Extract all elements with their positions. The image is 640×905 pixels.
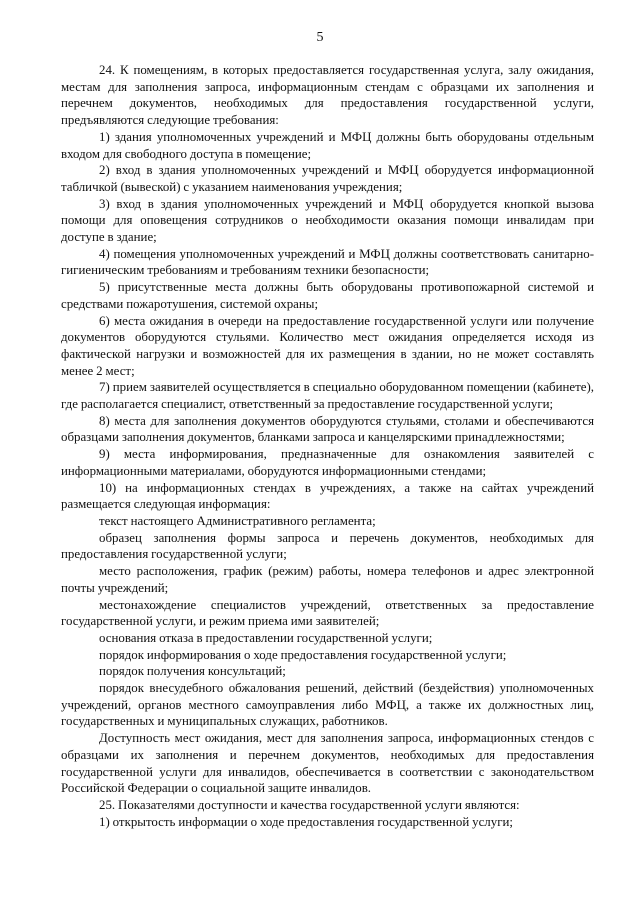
info-list-item: местонахождение специалистов учреждений, ответственных за предоставление государственной услуги, и режим приема ими заявителей; [61, 597, 594, 629]
accessibility-paragraph: Доступность мест ожидания, мест для заполнения запроса, информационных стендов с образцами их заполнения и перечнем документов, необходимых для предоставления государственной услуги для инвалидов, обеспечивается в соответствии с законодательством Российской Федерации о социальной защите инвалидов. [61, 731, 594, 796]
info-list-item: порядок информирования о ходе предоставления государственной услуги; [99, 647, 507, 662]
paragraph-item-9: 9) места информирования, предназначенные для ознакомления заявителей с информационными материалами, оборудуются информационными стендами; [61, 447, 594, 478]
info-list-item: место расположения, график (режим) работы, номера телефонов и адрес электронной почты учреждений; [61, 564, 594, 595]
paragraph-item-6: 6) места ожидания в очереди на предоставление государственной услуги или получение документов оборудуются стульями. Количество мест ожидания определяется исходя из фактической нагрузки и возможностей для их размещения в здании, но не может составлять менее 2 мест; [61, 313, 594, 378]
info-list-item: основания отказа в предоставлении государственной услуги; [99, 630, 433, 645]
paragraph-25: 25. Показателями доступности и качества государственной услуги являются: [99, 797, 520, 812]
paragraph-item-1: 1) здания уполномоченных учреждений и МФЦ должны быть оборудованы отдельным входом для свободного доступа в помещение; [61, 129, 594, 161]
paragraph-25-item-1: 1) открытость информации о ходе предоставления государственной услуги; [99, 814, 513, 829]
info-list-item: порядок внесудебного обжалования решений, действий (бездействия) уполномоченных учреждений, органов местного самоуправления либо МФЦ, а также их должностных лиц, государственных и муниципальных служащих, работников. [61, 681, 594, 729]
paragraph-item-5: 5) присутственные места должны быть оборудованы противопожарной системой и средствами пожаротушения, системой охраны; [61, 280, 594, 311]
paragraph-item-10: 10) на информационных стендах в учреждениях, а также на сайтах учреждений размещается следующая информация: [61, 480, 594, 512]
paragraph-item-7: 7) прием заявителей осуществляется в специально оборудованном помещении (кабинете), где располагается специалист, ответственный за предоставление государственной услуги; [61, 380, 594, 412]
document-body [61, 62, 594, 830]
info-list-item: образец заполнения формы запроса и перечень документов, необходимых для предоставления государственной услуги; [61, 530, 594, 562]
paragraph-item-2: 2) вход в здания уполномоченных учреждений и МФЦ оборудуется информационной табличкой (вывеской) с указанием наименования учреждения; [61, 163, 594, 194]
paragraph-24: 24. К помещениям, в которых предоставляется государственная услуга, залу ожидания, местам для заполнения запроса, информационным стендам с образцами их заполнения и перечнем документов, необходимых для предоставления государственной услуги, предъявляются следующие требования: [61, 63, 594, 128]
info-list-item: порядок получения консультаций; [99, 664, 286, 679]
paragraph-item-3: 3) вход в здания уполномоченных учреждений и МФЦ оборудуется кнопкой вызова помощи для оповещения сотрудников о необходимости оказания помощи инвалидам при доступе в здание; [61, 196, 594, 245]
paragraph-item-4: 4) помещения уполномоченных учреждений и МФЦ должны соответствовать санитарно-гигиеническим требованиям и требованиям техники безопасности; [61, 246, 594, 278]
paragraph-item-8: 8) места для заполнения документов оборудуются стульями, столами и обеспечиваются образцами заполнения документов, бланками запроса и канцелярскими принадлежностями; [61, 413, 594, 445]
page-number: 5 [316, 30, 324, 45]
info-list-item: текст настоящего Административного регламента; [99, 513, 376, 528]
